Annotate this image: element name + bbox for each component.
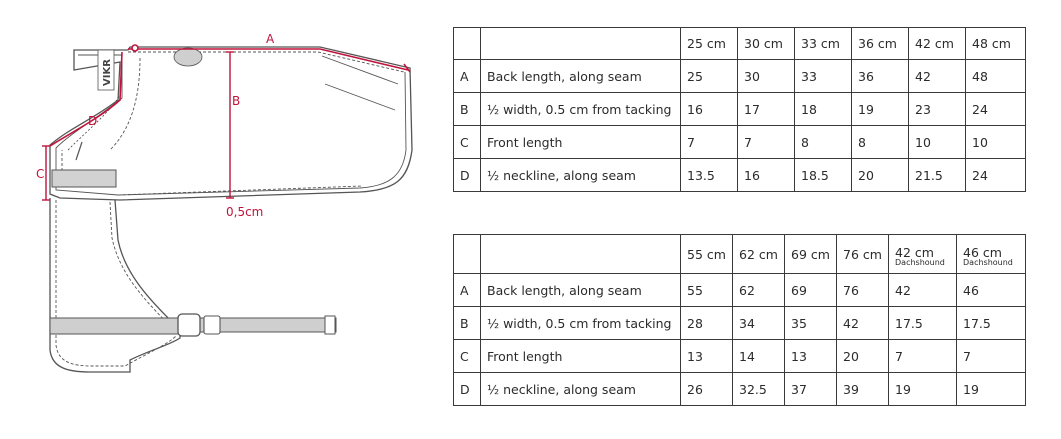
header-cell	[889, 235, 957, 274]
row-label: ½ width, 0.5 cm from tacking	[481, 93, 681, 126]
cell: 46	[957, 274, 1026, 307]
cell: 13	[785, 340, 837, 373]
row-key: B	[454, 93, 481, 126]
header-main: 46 cm	[963, 244, 1002, 260]
row-key: A	[454, 60, 481, 93]
cell: 20	[837, 340, 889, 373]
label-C: C	[36, 167, 45, 181]
header-main: 42 cm	[895, 244, 934, 260]
dog-coat-diagram	[0, 0, 440, 439]
cell: 19	[852, 93, 909, 126]
table-row	[454, 307, 1026, 340]
row-key: A	[454, 274, 481, 307]
cell: 32.5	[733, 373, 785, 406]
cell: 17	[738, 93, 795, 126]
cell: 35	[785, 307, 837, 340]
cell: 48	[966, 60, 1026, 93]
cell: 8	[795, 126, 852, 159]
header-cell	[454, 235, 481, 274]
cell: 28	[681, 307, 733, 340]
row-label: Back length, along seam	[481, 274, 681, 307]
measure-B	[226, 52, 234, 198]
cell: 42	[837, 307, 889, 340]
cell: 33	[795, 60, 852, 93]
header-cell: 25 cm	[681, 28, 738, 60]
cell: 16	[681, 93, 738, 126]
header-cell: 76 cm	[837, 235, 889, 274]
cell: 23	[909, 93, 966, 126]
table-row	[454, 274, 1026, 307]
buckle-icon	[178, 314, 200, 336]
header-cell: 36 cm	[852, 28, 909, 60]
cell: 10	[966, 126, 1026, 159]
header-cell: 62 cm	[733, 235, 785, 274]
row-label: Front length	[481, 340, 681, 373]
mesh-patch	[174, 48, 202, 66]
cell: 42	[889, 274, 957, 307]
cell: 14	[733, 340, 785, 373]
cell: 62	[733, 274, 785, 307]
cell: 37	[785, 373, 837, 406]
cell: 7	[957, 340, 1026, 373]
cell: 24	[966, 93, 1026, 126]
cell: 10	[909, 126, 966, 159]
table-row	[454, 373, 1026, 406]
header-cell	[481, 235, 681, 274]
row-key: D	[454, 373, 481, 406]
cell: 42	[909, 60, 966, 93]
cell: 16	[738, 159, 795, 192]
cell: 25	[681, 60, 738, 93]
cell: 39	[837, 373, 889, 406]
header-cell: 30 cm	[738, 28, 795, 60]
table-row	[454, 93, 1026, 126]
size-table-small	[453, 27, 1026, 192]
header-cell: 69 cm	[785, 235, 837, 274]
row-key: C	[454, 340, 481, 373]
size-table-large	[453, 234, 1026, 406]
row-label: Front length	[481, 126, 681, 159]
cell: 20	[852, 159, 909, 192]
cell: 18	[795, 93, 852, 126]
cell: 17.5	[889, 307, 957, 340]
cell: 19	[957, 373, 1026, 406]
header-cell	[454, 28, 481, 60]
cell: 69	[785, 274, 837, 307]
row-label: ½ neckline, along seam	[481, 159, 681, 192]
cell: 13	[681, 340, 733, 373]
row-key: C	[454, 126, 481, 159]
label-D: D	[88, 114, 98, 128]
row-label: Back length, along seam	[481, 60, 681, 93]
header-cell	[957, 235, 1026, 274]
cell: 26	[681, 373, 733, 406]
header-sub: Dachshound	[895, 257, 945, 267]
cell: 21.5	[909, 159, 966, 192]
cell: 7	[889, 340, 957, 373]
cell: 34	[733, 307, 785, 340]
cell: 18.5	[795, 159, 852, 192]
front-velcro-strip	[52, 170, 116, 187]
brand-label-text: VIKR	[102, 59, 113, 86]
table-row	[454, 126, 1026, 159]
header-cell	[481, 28, 681, 60]
cell: 24	[966, 159, 1026, 192]
cell: 55	[681, 274, 733, 307]
row-key: B	[454, 307, 481, 340]
label-B: B	[232, 94, 241, 108]
cell: 13.5	[681, 159, 738, 192]
table-row	[454, 340, 1026, 373]
header-sub: Dachshound	[963, 257, 1013, 267]
cell: 17.5	[957, 307, 1026, 340]
chest-strap	[50, 314, 336, 336]
cell: 30	[738, 60, 795, 93]
cell: 76	[837, 274, 889, 307]
table-header-row	[454, 235, 1026, 274]
table-row	[454, 159, 1026, 192]
row-label: ½ neckline, along seam	[481, 373, 681, 406]
cell: 36	[852, 60, 909, 93]
row-key: D	[454, 159, 481, 192]
row-label: ½ width, 0.5 cm from tacking	[481, 307, 681, 340]
table-row	[454, 60, 1026, 93]
table-header-row	[454, 28, 1026, 60]
header-cell: 48 cm	[966, 28, 1026, 60]
cell: 8	[852, 126, 909, 159]
cell: 7	[681, 126, 738, 159]
brand-label	[98, 50, 114, 90]
cell: 7	[738, 126, 795, 159]
label-gap: 0,5cm	[226, 205, 264, 219]
label-A: A	[266, 32, 275, 46]
cell: 19	[889, 373, 957, 406]
header-cell: 42 cm	[909, 28, 966, 60]
header-cell: 33 cm	[795, 28, 852, 60]
header-cell: 55 cm	[681, 235, 733, 274]
